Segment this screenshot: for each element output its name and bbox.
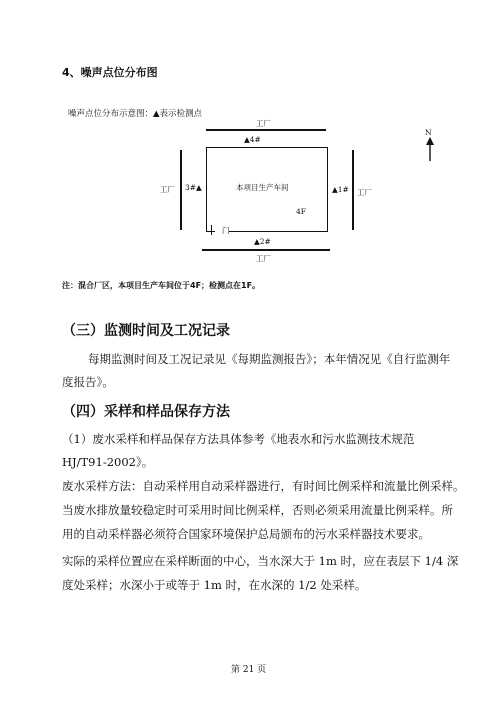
monitor-point-3: 3#▲ [185,183,202,192]
paragraph-sampling-line6: 实际的采样位置应在采样断面的中心，当水深大于 1m 时，应在表层下 1/4 深 [62,554,459,568]
factory-label-right: 工厂 [357,188,372,197]
left-boundary-line [180,150,182,230]
factory-label-bottom: 工厂 [256,254,271,263]
heading-monitoring-time: （三）监测时间及工况记录 [62,323,230,339]
floor-label: 4F [296,207,306,216]
monitor-point-2: ▲2# [254,237,271,246]
diagram-note: 注：混合厂区，本项目生产车间位于4F；检测点在1F。 [62,281,261,290]
top-boundary-line [206,129,326,131]
page-number: 第 21 页 [231,665,267,675]
paragraph-sampling-line4: 当废水排放量较稳定时可采用时间比例采样，否则必须采用流量比例采样。所 [62,503,453,517]
paragraph-monitoring-line2: 度报告》。 [62,375,114,389]
factory-label-left: 工厂 [160,185,175,194]
section-title: 4、噪声点位分布图 [62,66,158,79]
paragraph-sampling-line3: 废水采样方法：自动采样用自动采样器进行，有时间比例采样和流量比例采样。 [62,479,465,493]
heading-sampling-methods: （四）采样和样品保存方法 [62,404,230,420]
paragraph-sampling-line5: 用的自动采样器必须符合国家环境保护总局颁布的污水采样器技术要求。 [62,527,430,541]
north-label: N [425,128,432,137]
paragraph-sampling-line1: （1）废水采样和样品保存方法具体参考《地表水和污水监测技术规范 [62,432,415,446]
door-label: 门 [222,226,230,235]
bottom-boundary-line [202,249,330,251]
monitor-point-1: ▲1# [332,185,349,194]
door-mark-left [211,225,212,235]
paragraph-sampling-line2: HJ/T91-2002》。 [62,455,154,469]
paragraph-sampling-line7: 度处采样；水深小于或等于 1m 时，在水深的 1/2 处采样。 [62,578,367,592]
north-arrow-icon [425,137,435,161]
workshop-label: 本项目生产车间 [236,183,289,192]
paragraph-monitoring-line1: 每期监测时间及工况记录见《每期监测报告》；本年情况见《自行监测年 [88,352,451,366]
factory-label-top: 工厂 [256,119,271,128]
right-boundary-line [352,150,354,230]
diagram-caption: 噪声点位分布示意图：▲表示检测点 [68,109,203,119]
monitor-point-4: ▲4# [244,135,261,144]
